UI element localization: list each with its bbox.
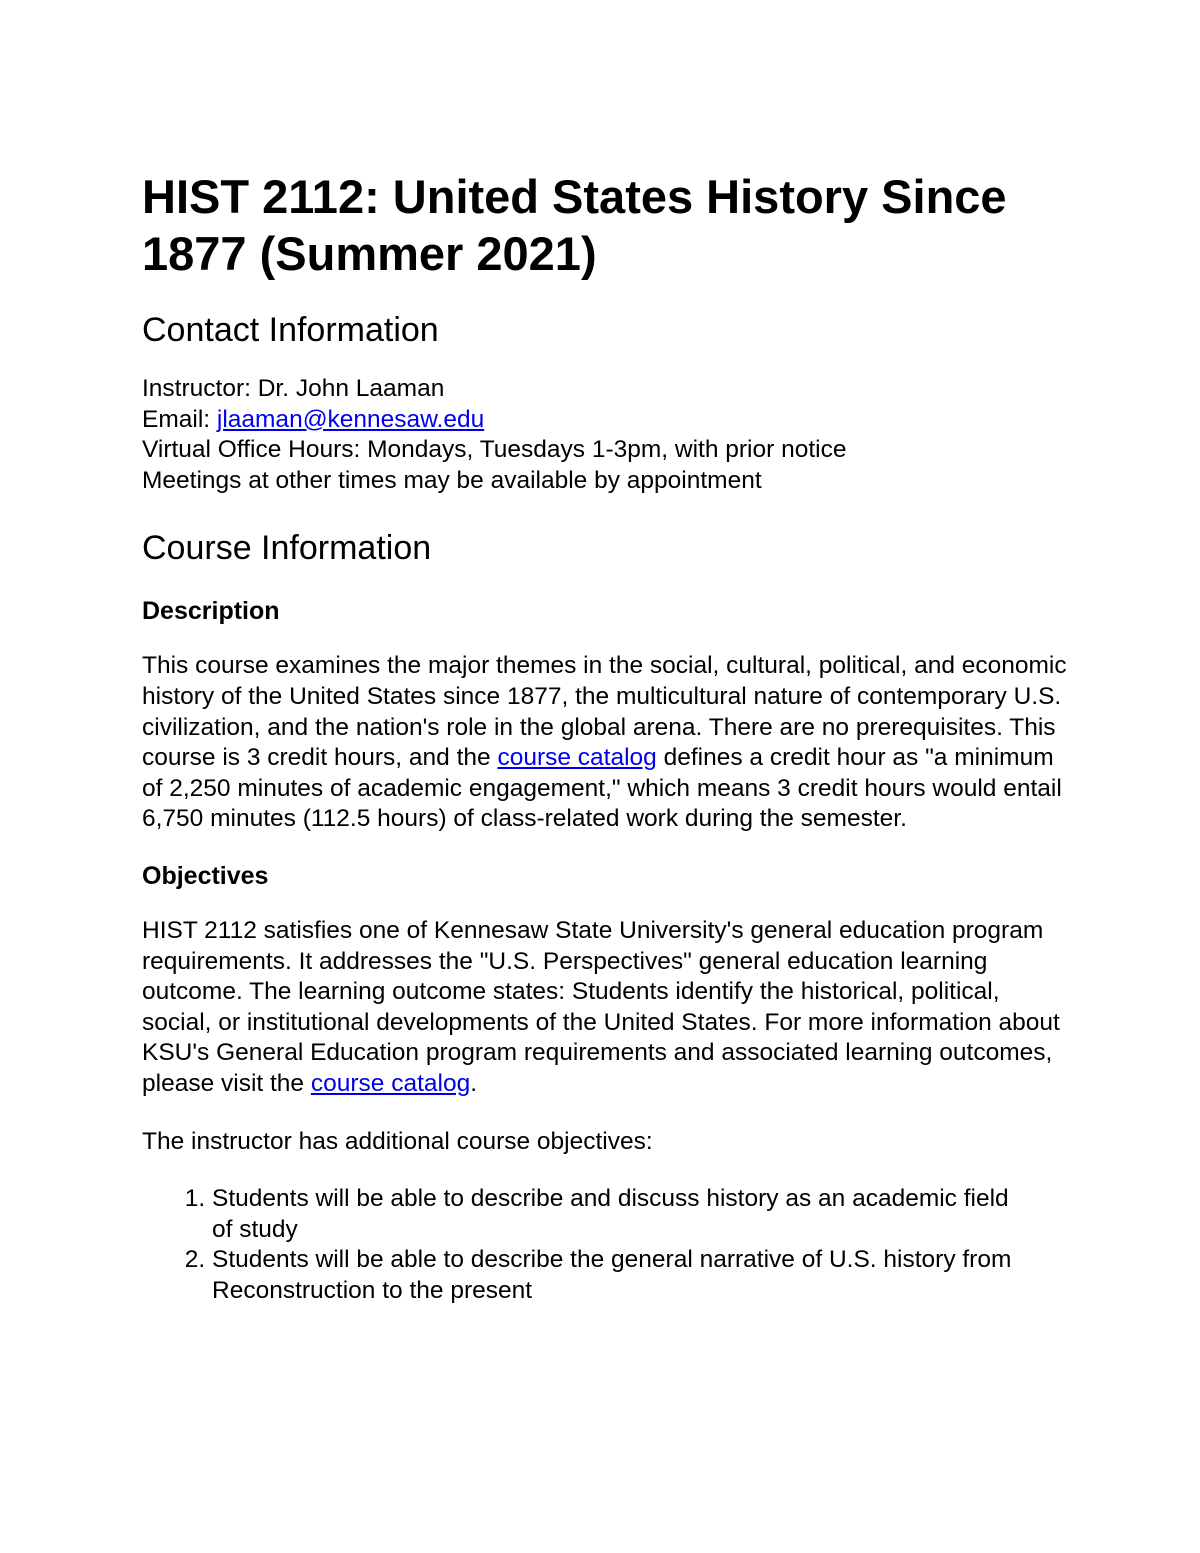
objectives-heading: Objectives — [142, 861, 269, 890]
instructor-line: Instructor: Dr. John Laaman — [142, 375, 445, 402]
email-label: Email: — [142, 405, 217, 433]
objectives-text-end: . — [470, 1069, 478, 1097]
syllabus-page — [142, 168, 1072, 1306]
meetings-line: Meetings at other times may be available by appointment — [142, 466, 762, 494]
list-item: 2. Students will be able to describe the general narrative of U.S. history from Reconstruction to the present — [212, 1245, 1032, 1306]
list-item: 1. Students will be able to describe and discuss history as an academic field of study — [212, 1184, 1032, 1245]
description-text-end: defines a credit hour as "a minimum of 2,250 minutes of academic engagement," which means 3 credit hours would entail 6,750 minutes (112.5 hours) of class-related work during the semester. — [142, 744, 1062, 833]
objectives-paragraph — [142, 916, 1072, 1100]
description-heading: Description — [142, 597, 280, 626]
email-line — [142, 405, 1072, 436]
objectives-text: HIST 2112 satisfies one of Kennesaw State University's general education program requirements. It addresses the "U.S. Perspectives" general education learning outcome. The learning outcome states: Students identify the historical, political, social, or institutional developments of the United States. For more information about KSU's General Education program requirements and associated learning outcomes, please visit the — [142, 916, 1060, 1097]
course-catalog-link[interactable]: course catalog — [310, 1069, 471, 1097]
course-heading: Course Information — [142, 529, 432, 568]
email-link[interactable]: jlaaman@kennesaw.edu — [216, 405, 485, 433]
page-title: HIST 2112: United States History Since 1877 (Summer 2021) — [142, 170, 1007, 280]
description-text: This course examines the major themes in the social, cultural, political, and economic history of the United States since 1877, the multicultural nature of contemporary U.S. civilization, and the nation's role in the global arena. There are no prerequisites. This course is 3 credit hours, and the — [142, 652, 1067, 772]
description-paragraph — [142, 651, 1072, 835]
contact-heading: Contact Information — [142, 311, 439, 349]
course-catalog-link[interactable]: course catalog — [497, 744, 657, 772]
contact-block — [142, 374, 1072, 496]
additional-objectives-intro: The instructor has additional course objectives: — [142, 1127, 653, 1155]
office-hours-line: Virtual Office Hours: Mondays, Tuesdays 1-3pm, with prior notice — [142, 436, 847, 464]
objectives-list — [142, 1184, 1032, 1306]
